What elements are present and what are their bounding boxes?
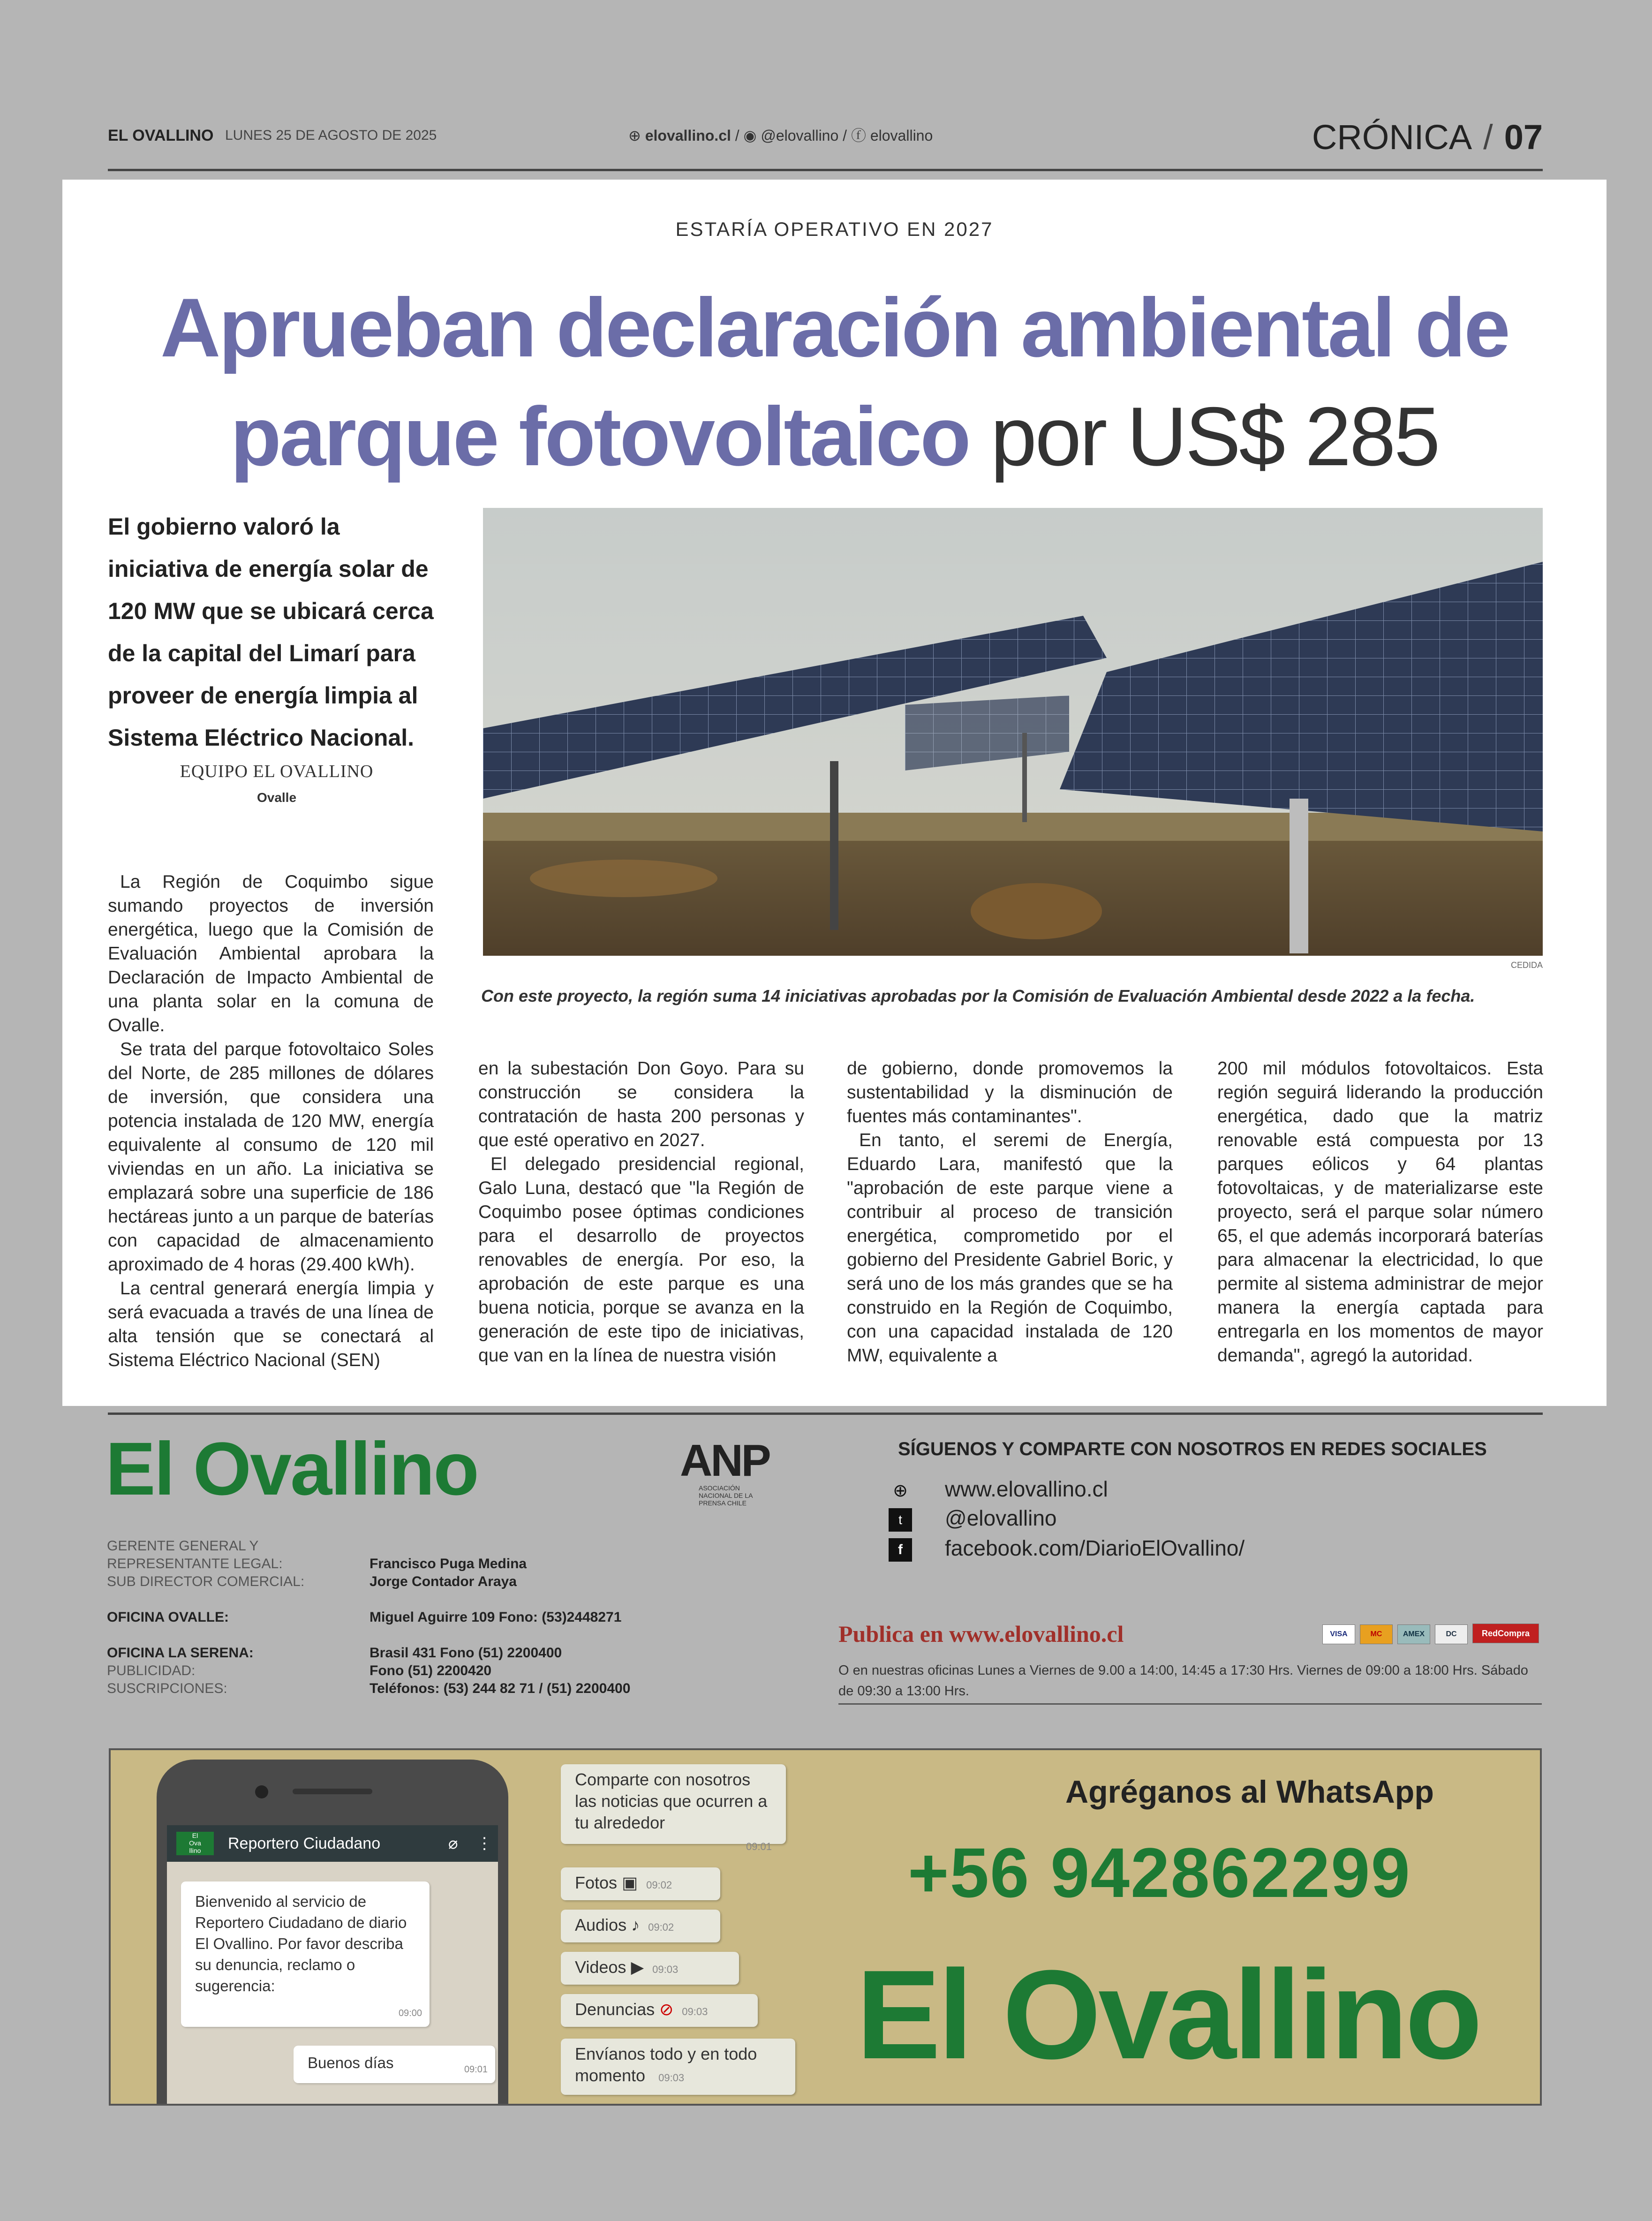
staff-label: PUBLICIDAD: [107,1663,196,1678]
share-text: Comparte con nosotros las noticias que ocurren a tu alrededor [575,1770,768,1832]
audios-message [561,1910,720,1942]
header-social-links: ⊕ elovallino.cl / ◉ @elovallino / ⓕ elovallino [628,127,933,144]
chat-header [167,1825,498,1862]
section-name: CRÓNICA [1312,118,1472,157]
article-kicker: ESTARÍA OPERATIVO EN 2027 [675,218,994,240]
welcome-text: Bienvenido al servicio de Reportero Ciudadano de diario El Ovallino. Por favor describa su denuncia, reclamo o sugerencia: [195,1893,407,1994]
header-website[interactable]: elovallino.cl [645,127,731,144]
article-lead: El gobierno valoró la iniciativa de energía solar de 120 MW que se ubicará cerca de la capital del Limarí para proveer de energía limpia al Sistema Eléctrico Nacional. [108,514,434,751]
redcompra-icon: RedCompra [1472,1624,1539,1643]
prohibited-icon: ⊘ [659,2000,674,2019]
page-header [108,117,1543,171]
publish-link[interactable]: Publica en www.elovallino.cl [838,1621,1124,1647]
message-time: 09:01 [746,1841,772,1852]
diners-icon: DC [1435,1624,1468,1644]
article-panel [62,180,1607,1406]
reply-text: Buenos días [308,2054,394,2071]
solar-panels-photo [483,508,1543,956]
paragraph: La Región de Coquimbo sigue sumando proyectos de inversión energética, luego que la Comisión de Evaluación Ambiental aprobara la Declaración de Impacto Ambiental de una planta solar en la comuna de Ovalle. [108,872,434,1035]
facebook-icon: f [889,1538,912,1562]
section-label: CRÓNICA / 07 [1312,118,1543,157]
photos-text: Fotos [575,1873,618,1892]
attach-icon: ⌀ [448,1835,458,1852]
welcome-message [181,1881,430,2027]
page-number: 07 [1504,118,1543,157]
chat-title: Reportero Ciudadano [228,1835,381,1852]
menu-icon: ⋮ [476,1835,492,1852]
staff-value: Brasil 431 Fono (51) 2200400 [370,1645,562,1661]
paragraph: 200 mil módulos fotovoltaicos. Esta región seguirá liderando la producción energética, dado que la matriz renovable está compuesta por 13 parques eólicos y 64 plantas fotovoltaicas, y de materializarse este proyecto, será el parque solar número 65, el que además incorporará baterías para almacenar la electricidad, lo que permite al sistema administrar de mejor manera la energía captada para entregarla en los momentos de mayor demanda", agregó la autoridad. [1217,1058,1543,1366]
twitter-icon: ◉ [743,127,757,144]
header-facebook[interactable]: elovallino [870,127,933,144]
globe-icon: ⊕ [893,1481,908,1501]
phone-illustration [157,1760,508,2106]
staff-label: SUSCRIPCIONES: [107,1681,227,1696]
message-time: 09:02 [646,1879,672,1891]
visa-icon: VISA [1322,1624,1355,1644]
payment-cards [1322,1624,1544,1644]
social-website[interactable]: www.elovallino.cl [945,1477,1108,1501]
staff-label: SUB DIRECTOR COMERCIAL: [107,1574,305,1589]
anp-logo-caption: ASOCIACIÓN NACIONAL DE LA PRENSA CHILE [699,1484,753,1507]
brand-icon: El Ova llino [176,1832,214,1855]
twitter-icon: t [889,1508,912,1532]
speaker-icon [293,1789,372,1794]
reply-message [294,2046,495,2083]
audio-icon: ♪ [631,1915,640,1934]
mastercard-icon: MC [1360,1624,1393,1644]
video-icon: ▶ [631,1957,644,1977]
amex-icon: AMEX [1397,1624,1430,1644]
paragraph: En tanto, el seremi de Energía, Eduardo Lara, manifestó que la "aprobación de este parque viene a contribuir al proceso de transición energética, comprometido por el gobierno del Presidente Gabriel Boric, y será uno de los más grandes que se ha construido en la Región de Coquimbo, con una capacidad instalada de 120 MW, equivalente a [847,1130,1173,1366]
article-column-3 [847,1057,1173,1367]
social-website-row[interactable] [889,1476,1108,1503]
whatsapp-title: Agréganos al WhatsApp [1065,1774,1434,1810]
social-facebook-row[interactable] [889,1535,1245,1562]
photo-credit: CEDIDA [1510,960,1543,970]
paragraph: en la subestación Don Goyo. Para su construcción se considera la contratación de hasta 200 personas y que esté operativo en 2027. [478,1058,804,1150]
staff-value: Fono (51) 2200420 [370,1663,492,1678]
staff-label: OFICINA OVALLE: [107,1609,229,1625]
message-time: 09:03 [682,2006,708,2017]
chat-screen [167,1825,498,2106]
videos-message [561,1952,739,1985]
photos-message [561,1867,720,1900]
complaints-text: Denuncias [575,2000,655,2019]
send-text: Envíanos todo y en todo momento [575,2044,757,2085]
headline-bold: Aprueban declaración ambiental de parque fotovoltaico [160,281,1509,483]
paragraph: de gobierno, donde promovemos la sustentabilidad y la disminución de fuentes más contaminantes". [847,1058,1173,1126]
anp-logo [680,1437,774,1522]
brand-logo: El Ovallino [106,1427,478,1511]
audios-text: Audios [575,1915,627,1934]
message-time: 09:02 [648,1921,674,1933]
staff-value: Teléfonos: (53) 244 82 71 / (51) 2200400 [370,1681,631,1696]
article-byline: EQUIPO EL OVALLINO [180,762,374,781]
paragraph: Se trata del parque fotovoltaico Soles del Norte, de 285 millones de dólares de inversión, que considera una potencia instalada de 120 MW, energía equivalente al consumo de 120 mil viviendas en un año. La iniciativa se emplazará sobre una superficie de 186 hectáreas junto a un parque de baterías con capacidad de almacenamiento aproximado de 4 horas (29.400 kWh). [108,1039,434,1275]
paragraph: La central generará energía limpia y será evacuada a través de una línea de alta tensión que se conectará al Sistema Eléctrico Nacional (SEN) [108,1278,434,1370]
staff-value: Miguel Aguirre 109 Fono: (53)2448271 [370,1609,622,1625]
header-twitter[interactable]: @elovallino [761,127,839,144]
camera-icon [255,1785,268,1798]
complaints-message [561,1994,758,2027]
article-column-4 [1217,1057,1543,1367]
photo-caption: Con este proyecto, la región suma 14 iniciativas aprobadas por la Comisión de Evaluación Ambiental desde 2022 a la fecha. [481,986,1475,1005]
staff-value: Francisco Puga Medina [370,1556,527,1571]
share-message [561,1764,786,1852]
office-hours: O en nuestras oficinas Lunes a Viernes de 9.00 a 14:00, 14:45 a 17:30 Hrs. Viernes de 09:00 a 18:00 Hrs. Sábado de 09:30 a 13:00 Hrs. [838,1660,1542,1705]
issue-date: LUNES 25 DE AGOSTO DE 2025 [225,128,437,143]
social-facebook[interactable]: facebook.com/DiarioElOvallino/ [945,1536,1245,1560]
social-twitter[interactable]: @elovallino [945,1506,1057,1530]
message-time: 09:03 [658,2072,685,2084]
send-message [561,2039,795,2095]
publication-name: EL OVALLINO [108,127,214,144]
staff-label: GERENTE GENERAL Y [107,1538,259,1554]
banner-brand: El Ovallino [856,1944,1480,2085]
staff-label: REPRESENTANTE LEGAL: [107,1556,283,1571]
byline-city: Ovalle [256,790,297,805]
facebook-icon: ⓕ [851,127,866,144]
whatsapp-number[interactable]: +56 942862299 [908,1833,1411,1912]
message-time: 09:01 [464,2064,488,2075]
globe-icon: ⊕ [628,127,641,144]
article-column-2 [478,1057,804,1367]
whatsapp-banner[interactable] [109,1748,1542,2106]
videos-text: Videos [575,1957,626,1977]
article-column-1 [108,870,434,1372]
anp-logo-text: ANP [680,1435,769,1486]
message-time: 09:03 [652,1964,679,1975]
message-time: 09:00 [398,2008,422,2018]
staff-value: Jorge Contador Araya [370,1574,517,1589]
photo-icon: ▣ [622,1873,638,1892]
headline-rest: por US$ 285 [990,390,1439,483]
social-twitter-row[interactable] [889,1505,1057,1532]
follow-title: SÍGUENOS Y COMPARTE CON NOSOTROS EN REDES SOCIALES [898,1439,1487,1459]
staff-label: OFICINA LA SERENA: [107,1645,254,1661]
paragraph: El delegado presidencial regional, Galo Luna, destacó que "la Región de Coquimbo posee óptimas condiciones para el desarrollo de proyectos renovables de energía. Por eso, la aprobación de este parque es una buena noticia, porque se avanza en la generación de este tipo de iniciativas, que van en la línea de nuestra visión [478,1154,804,1366]
footer-divider [108,1413,1543,1415]
